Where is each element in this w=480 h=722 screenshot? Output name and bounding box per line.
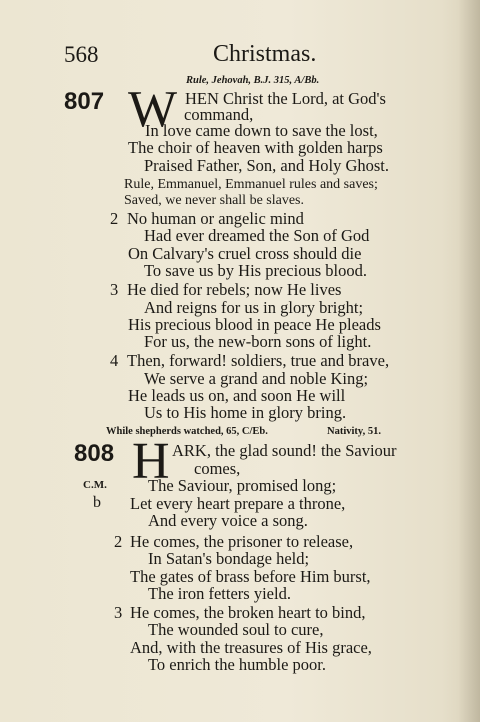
- hymn-807-first-line-b: command,: [184, 105, 254, 124]
- verse-line: For us, the new-born sons of light.: [144, 332, 372, 351]
- verse-line: He died for rebels; now He lives: [127, 280, 342, 299]
- verse-line: The iron fetters yield.: [148, 584, 291, 603]
- hymn-807-first-line-a: HEN Christ the Lord, at God's: [185, 89, 386, 108]
- hymn-808-drop-cap: H: [132, 433, 170, 490]
- hymn-807-tune: Rule, Jehovah, B.J. 315, A/Bb.: [186, 75, 320, 86]
- verse-line: To enrich the humble poor.: [148, 655, 327, 674]
- page-title: Christmas.: [213, 41, 317, 67]
- hymn-807-chorus-line: Rule, Emmanuel, Emmanuel rules and saves;: [124, 177, 378, 192]
- hymn-807-drop-cap: W: [128, 81, 178, 138]
- verse-line: Had ever dreamed the Son of God: [144, 226, 370, 245]
- verse-number: 3: [114, 603, 123, 622]
- verse-line: We serve a grand and noble King;: [144, 369, 369, 388]
- hymn-808-mark: b: [93, 494, 101, 511]
- verse-line: Us to His home in glory bring.: [144, 403, 347, 422]
- hymn-808-tune: While shepherds watched, 65, C/Eb.: [106, 426, 268, 437]
- hymn-808-meter: C.M.: [83, 479, 107, 491]
- hymn-808-tune-alt: Nativity, 51.: [327, 426, 381, 437]
- verse-line: The gates of brass before Him burst,: [130, 567, 371, 586]
- hymn-808-first-line-b: comes,: [194, 459, 241, 478]
- hymn-808-line: Let every heart prepare a throne,: [130, 494, 346, 513]
- verse-line: To save us by His precious blood.: [144, 261, 367, 280]
- verse-line: He comes, the prisoner to release,: [130, 532, 354, 551]
- verse-line: And, with the treasures of His grace,: [130, 638, 372, 657]
- verse-number: 3: [110, 280, 119, 299]
- verse-line: No human or angelic mind: [127, 209, 304, 228]
- hymn-807-chorus-line: Saved, we never shall be slaves.: [124, 193, 304, 208]
- verse-line: He comes, the broken heart to bind,: [130, 603, 366, 622]
- verse-line: He leads us on, and soon He will: [128, 386, 346, 405]
- verse-number: 4: [110, 351, 119, 370]
- verse-line: On Calvary's cruel cross should die: [128, 244, 362, 263]
- verse-line: In Satan's bondage held;: [148, 549, 310, 568]
- hymn-808-line: And every voice a song.: [148, 511, 308, 530]
- hymn-807-line: In love came down to save the lost,: [145, 121, 378, 140]
- verse-line: And reigns for us in glory bright;: [144, 298, 364, 317]
- verse-number: 2: [114, 532, 123, 551]
- page-number: 568: [64, 42, 99, 67]
- verse-number: 2: [110, 209, 119, 228]
- verse-line: His precious blood in peace He pleads: [128, 315, 381, 334]
- hymn-808-number: 808: [74, 440, 115, 467]
- verse-line: The wounded soul to cure,: [148, 620, 324, 639]
- verse-line: Then, forward! soldiers, true and brave,: [127, 351, 390, 370]
- hymn-807-line: Praised Father, Son, and Holy Ghost.: [144, 156, 389, 175]
- hymn-807-line: The choir of heaven with golden harps: [128, 138, 383, 157]
- hymn-808-first-line-a: ARK, the glad sound! the Saviour: [172, 441, 397, 460]
- hymn-807-number: 807: [64, 88, 105, 115]
- hymn-808-line: The Saviour, promised long;: [148, 476, 337, 495]
